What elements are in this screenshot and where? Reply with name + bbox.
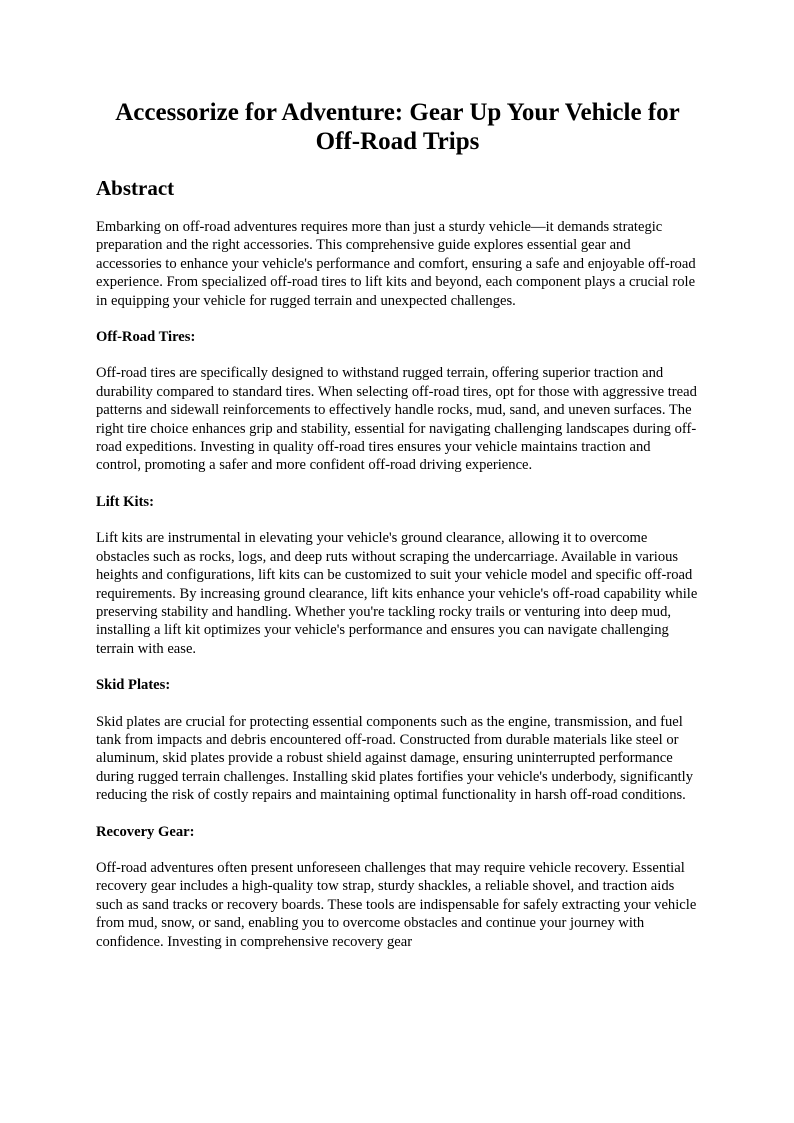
section-heading-recovery-gear: Recovery Gear:: [96, 823, 195, 840]
section-body-off-road-tires: Off-road tires are specifically designed to withstand rugged terrain, offering superior traction and durability compared to standard tires. When selecting off-road tires, opt for those with aggressive tread patterns and sidewall reinforcements to effectively handle rocks, mud, sand, and uneven surfaces. The right tire choice enhances grip and stability, essential for navigating challenging landscapes during off-road expeditions. Investing in quality off-road tires ensures your vehicle maintains traction and control, promoting a safer and more confident off-road driving experience.: [96, 365, 697, 474]
section-heading-off-road-tires: Off-Road Tires:: [96, 329, 196, 346]
section-body-recovery-gear: Off-road adventures often present unforeseen challenges that may require vehicle recovery. Essential recovery gear includes a high-quality tow strap, sturdy shackles, a reliable shovel, and traction aids such as sand tracks or recovery boards. These tools are indispensable for safely extracting your vehicle from mud, snow, or sand, enabling you to overcome obstacles and continue your journey with confidence. Investing in comprehensive recovery gear: [96, 859, 697, 950]
document-title: Accessorize for Adventure: Gear Up Your Vehicle for Off-Road Trips: [115, 99, 680, 155]
section-heading-skid-plates: Skid Plates:: [96, 677, 171, 694]
section-heading-lift-kits: Lift Kits:: [96, 493, 154, 510]
section-body-skid-plates: Skid plates are crucial for protecting essential components such as the engine, transmission, and fuel tank from impacts and debris encountered off-road. Constructed from durable materials like steel or aluminum, skid plates provide a robust shield against damage, ensuring uninterrupted performance during rugged terrain challenges. Installing skid plates fortifies your vehicle's underbody, significantly reducing the risk of costly repairs and maintaining optimal functionality in harsh off-road conditions.: [96, 713, 694, 804]
document-page: [96, 98, 699, 951]
abstract-paragraph: Embarking on off-road adventures requires more than just a sturdy vehicle—it demands strategic preparation and the right accessories. This comprehensive guide explores essential gear and accessories to enhance your vehicle's performance and comfort, ensuring a safe and enjoyable off-road experience. From specialized off-road tires to lift kits and beyond, each component plays a crucial role in equipping your vehicle for rugged terrain and unexpected challenges.: [96, 219, 696, 309]
abstract-heading: Abstract: [96, 176, 175, 200]
section-body-lift-kits: Lift kits are instrumental in elevating your vehicle's ground clearance, allowing it to overcome obstacles such as rocks, logs, and deep ruts without scraping the undercarriage. Available in various heights and configurations, lift kits can be customized to suit your vehicle model and specific off-road requirements. By increasing ground clearance, lift kits enhance your vehicle's off-road capability while preserving stability and handling. Whether you're tackling rocky trails or venturing into deep mud, installing a lift kit optimizes your vehicle's performance and ensures you can navigate challenging terrain with ease.: [96, 530, 698, 657]
